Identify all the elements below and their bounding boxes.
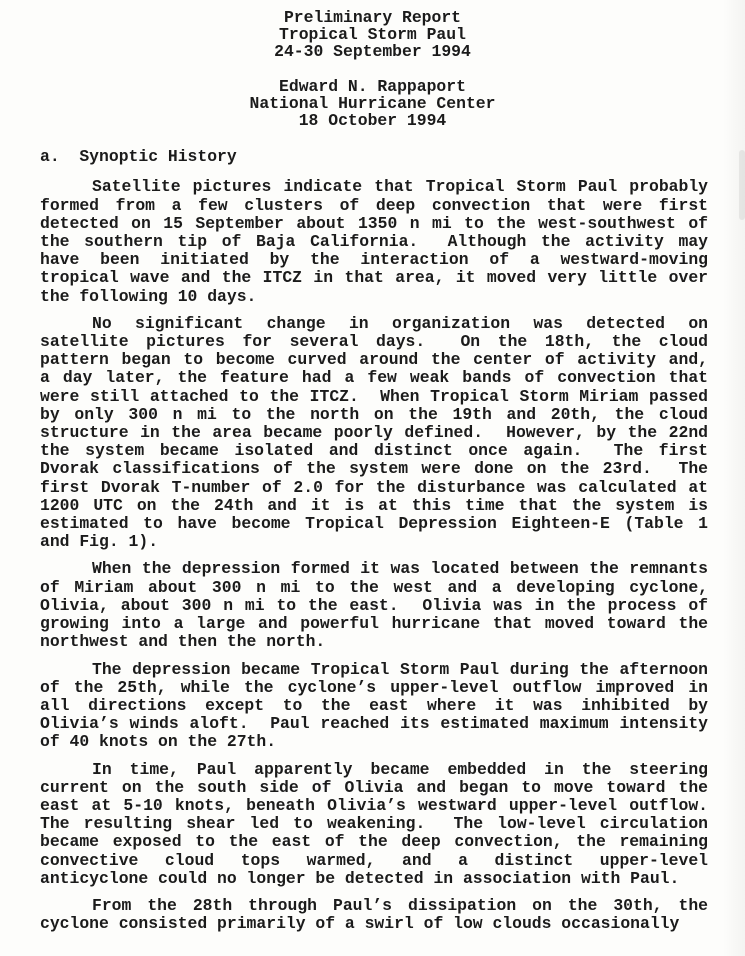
body-line: convective cloud tops warmed, and a distinct upper-level [40,850,708,870]
body-line: the southern tip of Baja California. Although the activity may [40,232,708,252]
report-title: Preliminary Report [283,8,462,27]
body-line: anticyclone could no longer be detected in association with Paul. [40,868,680,888]
body-line: From the 28th through Paul’s dissipation on the 30th, the [92,895,708,915]
body-line: first Dvorak T-number of 2.0 for the disturbance was calculated at [40,477,708,497]
section-heading: a. Synoptic History [40,147,237,167]
body-line: by only 300 n mi to the north on the 19th and 20th, the cloud [40,404,708,424]
body-line: northwest and then the north. [40,632,326,652]
storm-name: Tropical Storm Paul [279,25,466,45]
body-line: structure in the area became poorly defined. However, by the 22nd [40,423,708,443]
body-line: a day later, the feature had a few weak bands of convection that [40,368,708,388]
body-line: of 40 knots on the 27th. [40,732,277,752]
body-line: When the depression formed it was located between the remnants [92,559,708,579]
paragraph [40,178,708,305]
body-line: Dvorak classifications of the system were done on the 23rd. The [40,459,708,479]
body-line: growing into a large and powerful hurricane that moved toward the [40,614,708,634]
body-line: have been initiated by the interaction of a westward-moving [40,250,708,270]
paragraph [40,560,708,651]
body-line: the following 10 days. [40,286,257,306]
body-line: The resulting shear led to weakening. The low-level circulation [40,814,708,834]
body-line: cyclone consisted primarily of a swirl of low clouds occasionally [40,914,680,934]
storm-dates: 24-30 September 1994 [274,42,471,62]
body-line: 1200 UTC on the 24th and it is at this time that the system is [40,495,708,515]
paragraph [40,761,708,888]
paragraph [40,315,708,552]
organization: National Hurricane Center [249,93,496,113]
body-line: and Fig. 1). [40,532,159,552]
body-line: The depression became Tropical Storm Paul during the afternoon [92,659,708,679]
body-line: satellite pictures for several days. On the 18th, the cloud [40,332,708,352]
title-block [0,9,745,61]
scan-artifact [739,150,745,220]
author-block [0,78,745,130]
paragraph [40,897,708,933]
body-line: the system became isolated and distinct once again. The first [40,441,708,461]
body-line: became exposed to the east of the deep convection, the remaining [40,832,708,852]
body-line: of the 25th, while the cyclone’s upper-level outflow improved in [40,677,708,697]
body-line: Olivia’s winds aloft. Paul reached its estimated maximum intensity [40,714,708,734]
body-line: east at 5-10 knots, beneath Olivia’s westward upper-level outflow. [40,795,708,815]
body-line: detected on 15 September about 1350 n mi to the west-southwest of [40,213,708,233]
body-line: No significant change in organization was detected on [92,313,708,333]
body-line: were still attached to the ITCZ. When Tropical Storm Miriam passed [40,386,708,406]
body-line: formed from a few clusters of deep convection that were first [40,195,708,215]
author-name: Edward N. Rappaport [279,76,466,96]
body-line: In time, Paul apparently became embedded in the steering [92,759,708,779]
body-line: pattern began to become curved around the center of activity and, [40,350,708,370]
body-line: of Miriam about 300 n mi to the west and a developing cyclone, [40,577,708,597]
body-line: current on the south side of Olivia and began to move toward the [40,777,708,797]
body-line: estimated to have become Tropical Depression Eighteen-E (Table 1 [40,514,708,534]
body-line: Satellite pictures indicate that Tropical Storm Paul probably [92,177,708,197]
document-header [0,0,745,129]
paragraph [40,661,708,752]
document-body [40,178,708,933]
report-date: 18 October 1994 [298,111,447,131]
body-line: all directions except to the east where it was inhibited by [40,695,708,715]
body-line: tropical wave and the ITCZ in that area, it moved very little over [40,268,708,288]
body-line: Olivia, about 300 n mi to the east. Olivia was in the process of [40,595,708,615]
